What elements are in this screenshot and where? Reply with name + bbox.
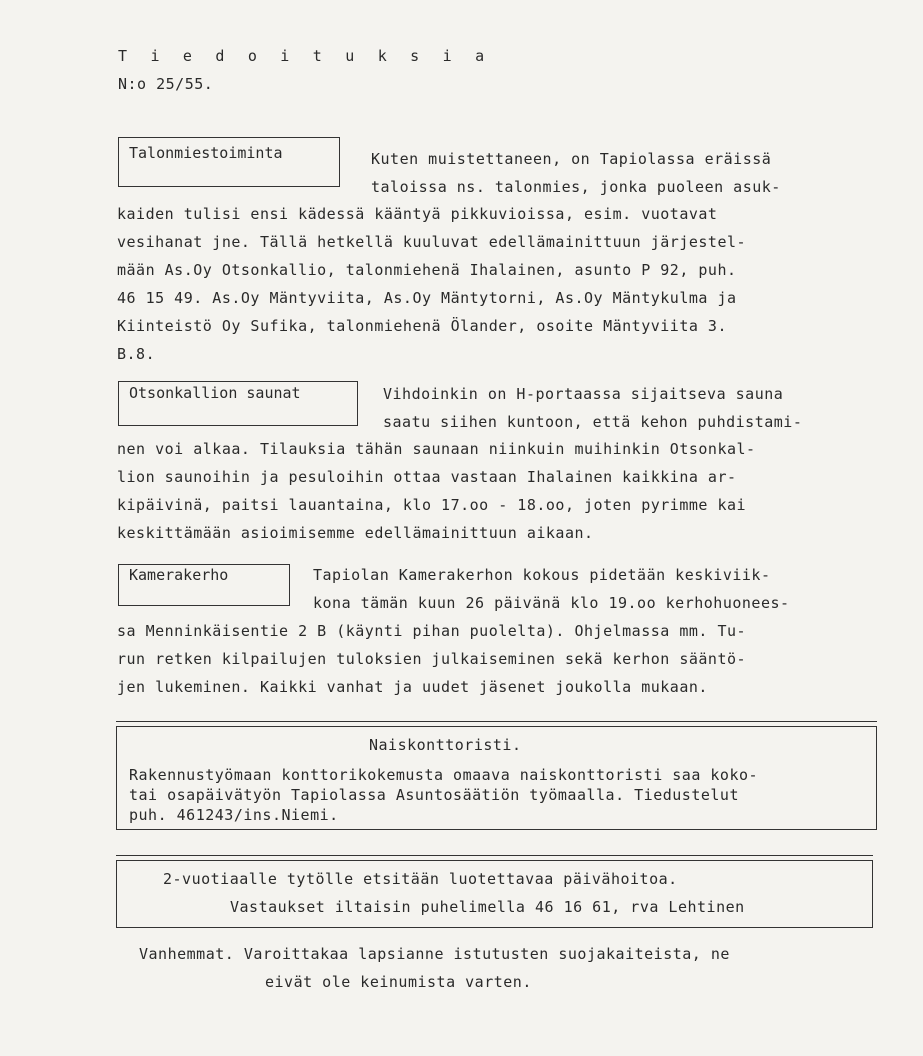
divider-line [116,855,873,856]
body-text-line: kipäivinä, paitsi lauantaina, klo 17.oo - 18.oo, joten pyrimme kai [117,496,747,514]
issue-number: N:o 25/55. [118,75,214,93]
body-text-line: run retken kilpailujen tuloksien julkaiseminen sekä kerhon sääntö- [117,650,747,668]
body-text-line: 46 15 49. As.Oy Mäntyviita, As.Oy Mäntytorni, As.Oy Mäntykulma ja [117,289,737,307]
section-heading-box: Otsonkallion saunat [118,381,358,426]
body-text-line: Kiinteistö Oy Sufika, talonmiehenä Ölander, osoite Mäntyviita 3. [117,317,727,335]
ad-text-line: Rakennustyömaan konttorikokemusta omaava naiskonttoristi saa koko- [129,766,759,784]
body-text-line: jen lukeminen. Kaikki vanhat ja uudet jäsenet joukolla mukaan. [117,678,708,696]
body-text-line: Tapiolan Kamerakerhon kokous pidetään keskiviik- [313,566,771,584]
section-heading-box: Kamerakerho [118,564,290,606]
body-text-line: taloissa ns. talonmies, jonka puoleen asuk- [371,178,781,196]
body-text-line: lion saunoihin ja pesuloihin ottaa vastaan Ihalainen kaikkina ar- [117,468,737,486]
body-text-line: saatu siihen kuntoon, että kehon puhdistami- [383,413,803,431]
body-text-line: keskittämään asioimisemme edellämainittuun aikaan. [117,524,594,542]
body-text-line: Kuten muistettaneen, on Tapiolassa eräissä [371,150,772,168]
notice-title: T i e d o i t u k s i a [118,47,492,65]
body-text-line: kaiden tulisi ensi kädessä kääntyä pikkuvioissa, esim. vuotavat [117,205,718,223]
ad-text-line: 2-vuotiaalle tytölle etsitään luotettavaa päivähoitoa. [163,870,678,888]
footer-notice-line: eivät ole keinumista varten. [265,973,532,991]
body-text-line: B.8. [117,345,156,363]
body-text-line: nen voi alkaa. Tilauksia tähän saunaan niinkuin muihinkin Otsonkal- [117,440,756,458]
body-text-line: sa Menninkäisentie 2 B (käynti pihan puolelta). Ohjelmassa mm. Tu- [117,622,747,640]
ad-title: Naiskonttoristi. [369,736,522,754]
body-text-line: Vihdoinkin on H-portaassa sijaitseva sauna [383,385,784,403]
footer-notice-line: Vanhemmat. Varoittakaa lapsianne istutusten suojakaiteista, ne [139,945,730,963]
section-heading-box: Talonmiestoiminta [118,137,340,187]
ad-text-line: puh. 461243/ins.Niemi. [129,806,339,824]
divider-line [116,721,877,722]
body-text-line: kona tämän kuun 26 päivänä klo 19.oo kerhohuonees- [313,594,790,612]
body-text-line: vesihanat jne. Tällä hetkellä kuuluvat edellämainittuun järjestel- [117,233,747,251]
body-text-line: mään As.Oy Otsonkallio, talonmiehenä Ihalainen, asunto P 92, puh. [117,261,737,279]
ad-text-line: Vastaukset iltaisin puhelimella 46 16 61, rva Lehtinen [230,898,745,916]
ad-text-line: tai osapäivätyön Tapiolassa Asuntosäätiön työmaalla. Tiedustelut [129,786,739,804]
